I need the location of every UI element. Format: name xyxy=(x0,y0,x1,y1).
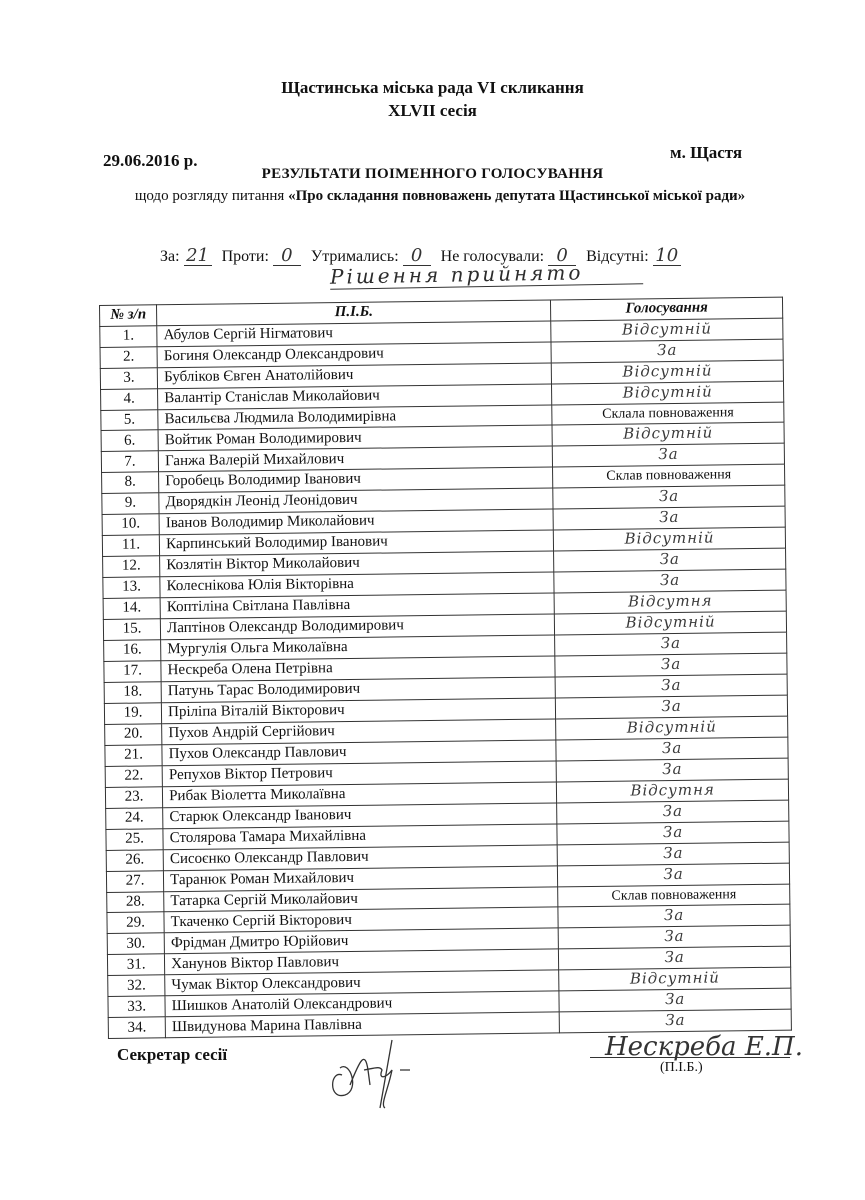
row-number: 11. xyxy=(102,534,159,556)
deputy-name: Валантір Станіслав Миколайович xyxy=(158,383,552,409)
deputy-name: Козлятін Віктор Миколайович xyxy=(160,550,554,576)
abstained-value: 0 xyxy=(403,247,431,266)
handwritten-vote: Відсутній xyxy=(624,527,715,548)
deputy-name: Васильєва Людмила Володимирівна xyxy=(158,404,552,429)
deputy-name: Богиня Олександр Олександрович xyxy=(157,341,551,367)
row-number: 31. xyxy=(107,954,164,976)
vote-result xyxy=(551,339,783,363)
handwritten-vote: За xyxy=(664,926,685,946)
deputy-name: Войтик Роман Володимирович xyxy=(158,425,552,451)
handwritten-vote: За xyxy=(662,801,684,820)
vote-result xyxy=(556,695,788,719)
signature-text: Нескреба Е.П. xyxy=(605,1032,803,1062)
handwritten-vote: За xyxy=(661,738,683,757)
vote-result xyxy=(557,779,789,803)
for-label: За: xyxy=(160,248,180,265)
row-number: 27. xyxy=(106,870,163,892)
vote-result xyxy=(556,716,788,740)
for-value: 21 xyxy=(184,247,212,266)
handwritten-vote: Відсутній xyxy=(626,716,717,737)
name-signature xyxy=(600,1020,840,1065)
absent-label: Відсутні: xyxy=(586,248,649,265)
handwritten-vote: Відсутній xyxy=(621,319,713,339)
handwritten-vote: За xyxy=(662,759,683,778)
handwritten-vote: За xyxy=(664,947,685,967)
row-number: 13. xyxy=(103,576,160,598)
deputy-name: Пухов Олександр Павлович xyxy=(162,739,556,765)
against-label: Проти: xyxy=(221,248,269,265)
deputy-name: Фрідман Дмитро Юрійович xyxy=(164,928,558,954)
session-title: XLVII сесія xyxy=(388,101,477,120)
row-number: 26. xyxy=(106,849,163,871)
deputy-name: Дворядкін Леонід Леонідович xyxy=(159,487,553,513)
handwritten-vote: За xyxy=(664,989,686,1009)
row-number: 10. xyxy=(102,513,159,535)
handwritten-vote: За xyxy=(660,633,682,652)
printed-vote: Склала повноваження xyxy=(602,405,734,422)
handwritten-vote: За xyxy=(663,843,684,862)
vote-table xyxy=(99,297,792,1039)
vote-result xyxy=(552,360,784,384)
row-number: 6. xyxy=(101,430,158,452)
row-number: 2. xyxy=(100,346,157,368)
deputy-name: Ганжа Валерій Михайлович xyxy=(158,446,552,472)
vote-result xyxy=(555,632,787,656)
header-number: № з/п xyxy=(100,305,157,326)
handwritten-vote: Відсутній xyxy=(622,361,713,381)
not-voted-label: Не голосували: xyxy=(440,248,545,265)
document-subject xyxy=(100,186,780,207)
absent-value: 10 xyxy=(653,247,681,266)
row-number: 21. xyxy=(105,744,162,766)
vote-result xyxy=(553,506,785,530)
deputy-name: Сисоєнко Олександр Павлович xyxy=(163,844,557,870)
against-value: 0 xyxy=(273,247,301,266)
handwritten-vote: За xyxy=(661,675,682,694)
row-number: 18. xyxy=(104,681,161,703)
row-number: 20. xyxy=(105,723,162,745)
row-number: 7. xyxy=(101,451,158,473)
header-vote: Голосування xyxy=(551,297,783,320)
vote-result xyxy=(557,821,789,845)
deputy-name: Колеснікова Юлія Вікторівна xyxy=(160,571,554,597)
council-title: Щастинська міська рада VI скликання xyxy=(281,78,584,97)
vote-result xyxy=(553,464,785,487)
handwritten-vote: Відсутній xyxy=(625,611,716,632)
deputy-name: Бубліков Євген Анатолійович xyxy=(157,362,551,388)
subject-title: «Про складання повноважень депутата Щастинської міської ради» xyxy=(288,188,746,204)
deputy-name: Татарка Сергій Миколайович xyxy=(164,886,558,911)
handwritten-vote: Відсутній xyxy=(623,423,714,443)
row-number: 29. xyxy=(107,912,164,934)
decision-note: Рішення прийнято xyxy=(330,259,644,289)
deputy-name: Репухов Віктор Петрович xyxy=(162,760,556,786)
deputy-name: Швидунова Марина Павлівна xyxy=(165,1012,559,1038)
vote-result xyxy=(554,548,786,572)
vote-result xyxy=(558,904,790,928)
vote-result xyxy=(555,653,787,677)
row-number: 8. xyxy=(102,472,159,493)
vote-result xyxy=(558,884,790,907)
deputy-name: Старюк Олександр Іванович xyxy=(163,802,557,828)
deputy-name: Мургулія Ольга Миколаївна xyxy=(161,634,555,660)
vote-result xyxy=(559,988,791,1012)
handwritten-vote: За xyxy=(658,486,680,505)
vote-result xyxy=(557,800,789,824)
row-number: 22. xyxy=(105,765,162,787)
vote-result xyxy=(555,674,787,698)
row-number: 24. xyxy=(106,807,163,829)
handwritten-vote: За xyxy=(658,444,679,464)
deputy-name: Ханунов Віктор Павлович xyxy=(165,949,559,975)
row-number: 33. xyxy=(108,996,165,1018)
handwritten-vote: За xyxy=(662,822,684,841)
deputy-name: Рибак Віолетта Миколаївна xyxy=(163,781,557,807)
row-number: 28. xyxy=(107,891,164,912)
subject-prefix: щодо розгляду питання xyxy=(134,188,289,204)
row-number: 25. xyxy=(106,828,163,850)
row-number: 23. xyxy=(105,786,162,808)
handwritten-vote: За xyxy=(660,654,682,673)
vote-result xyxy=(555,611,787,635)
vote-result xyxy=(554,569,786,593)
deputy-name: Пухов Андрій Сергійович xyxy=(162,718,556,744)
deputy-name: Карпинський Володимир Іванович xyxy=(159,529,553,555)
row-number: 19. xyxy=(104,702,161,724)
vote-result xyxy=(552,402,784,425)
vote-result xyxy=(558,925,790,949)
deputy-name: Столярова Тамара Михайлівна xyxy=(163,823,557,849)
row-number: 15. xyxy=(103,618,160,640)
vote-result xyxy=(554,590,786,614)
handwritten-vote: За xyxy=(663,864,684,883)
vote-result xyxy=(556,758,788,782)
printed-vote: Склав повноваження xyxy=(606,467,732,485)
handwritten-vote: Відсутня xyxy=(630,780,715,800)
row-number: 30. xyxy=(107,933,164,955)
deputy-name: Горобець Володимир Іванович xyxy=(159,467,553,492)
abstained-label: Утримались: xyxy=(310,248,399,265)
row-number: 16. xyxy=(104,639,161,661)
handwritten-vote: За xyxy=(661,696,682,715)
vote-result xyxy=(553,485,785,509)
row-number: 32. xyxy=(108,975,165,997)
row-number: 4. xyxy=(101,388,158,410)
handwritten-vote: Відсутній xyxy=(629,968,721,988)
row-number: 1. xyxy=(100,325,157,347)
deputy-name: Шишков Анатолій Олександрович xyxy=(165,991,559,1017)
vote-result xyxy=(558,863,790,887)
document-heading: РЕЗУЛЬТАТИ ПОІМЕННОГО ГОЛОСУВАННЯ xyxy=(261,166,604,182)
vote-result xyxy=(559,946,791,970)
deputy-name: Коптіліна Світлана Павлівна xyxy=(160,592,554,618)
pib-label: (П.І.Б.) xyxy=(660,1060,703,1075)
handwritten-vote: За xyxy=(663,905,685,925)
handwritten-vote: Відсутня xyxy=(627,591,713,611)
row-number: 5. xyxy=(101,409,158,430)
deputy-name: Лаптінов Олександр Володимирович xyxy=(160,613,554,639)
secretary-signature xyxy=(320,1030,460,1110)
vote-result xyxy=(553,443,785,467)
deputy-name: Нескреба Олена Петрівна xyxy=(161,655,555,681)
vote-result xyxy=(556,737,788,761)
deputy-name: Патунь Тарас Володимирович xyxy=(161,676,555,702)
deputy-name: Ткаченко Сергій Вікторович xyxy=(164,907,558,933)
handwritten-vote: За xyxy=(659,570,681,589)
vote-result xyxy=(557,842,789,866)
handwritten-vote: За xyxy=(659,549,681,568)
document-city: м. Щастя xyxy=(670,143,743,162)
header-name: П.І.Б. xyxy=(157,300,551,325)
deputy-name: Пріліпа Віталій Вікторович xyxy=(162,697,556,723)
row-number: 12. xyxy=(103,555,160,577)
signature-line xyxy=(590,1057,790,1058)
document-date: 29.06.2016 р. xyxy=(103,151,198,170)
vote-result xyxy=(559,967,791,991)
vote-result xyxy=(551,318,783,342)
deputy-name: Чумак Віктор Олександрович xyxy=(165,970,559,996)
handwritten-vote: За xyxy=(656,340,678,359)
row-number: 14. xyxy=(103,597,160,619)
row-number: 3. xyxy=(100,367,157,389)
handwritten-vote: Відсутній xyxy=(622,382,713,402)
row-number: 9. xyxy=(102,492,159,514)
secretary-label: Секретар сесії xyxy=(117,1045,228,1064)
deputy-name: Іванов Володимир Миколайович xyxy=(159,508,553,534)
deputy-name: Таранюк Роман Михайлович xyxy=(164,865,558,891)
not-voted-value: 0 xyxy=(548,247,576,266)
handwritten-vote: За xyxy=(659,507,680,526)
handwritten-vote: За xyxy=(665,1010,686,1030)
vote-result xyxy=(552,381,784,405)
deputy-name: Абулов Сергій Нігматович xyxy=(157,320,551,346)
printed-vote: Склав повноваження xyxy=(611,887,737,904)
vote-result xyxy=(552,422,784,446)
vote-result xyxy=(554,527,786,551)
row-number: 34. xyxy=(108,1017,165,1039)
row-number: 17. xyxy=(104,660,161,682)
